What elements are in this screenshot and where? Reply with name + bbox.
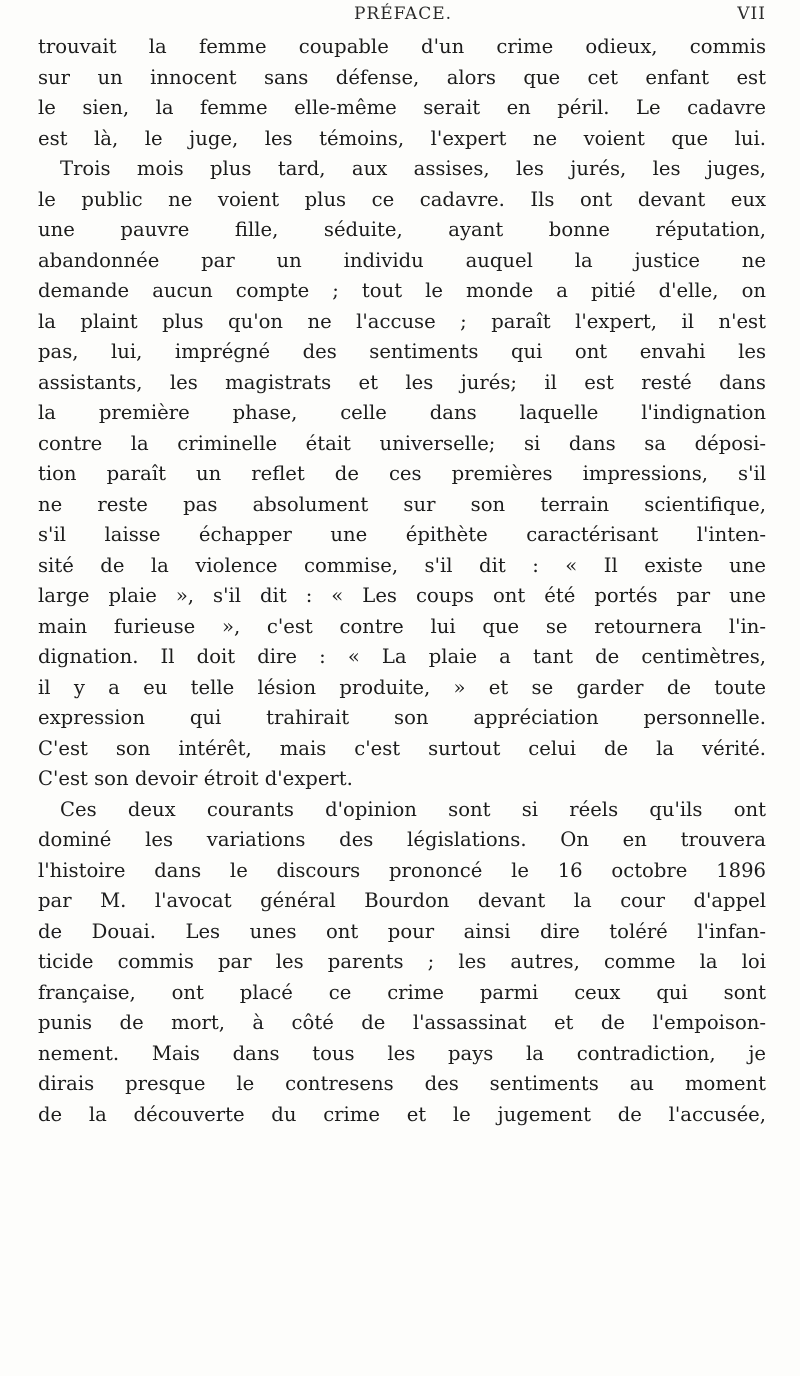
paragraph-1 [38,32,766,795]
text-line: large plaie », s'il dit : « Les coups ont été portés par une [38,584,766,607]
text-line: dignation. Il doit dire : « La plaie a tant de centimètres, [38,645,766,668]
text-line: dirais presque le contresens des sentiments au moment [38,1072,766,1095]
text-line: C'est son intérêt, mais c'est surtout celui de la vérité. [38,736,766,760]
text-line: est là, le juge, les témoins, l'expert ne voient que lui. [38,126,766,150]
text-line: C'est son devoir étroit d'expert. [38,767,353,790]
text-line: sur un innocent sans défense, alors que cet enfant est [38,65,766,89]
text-line: pas, lui, imprégné des sentiments qui ont envahi les [38,340,766,363]
text-line: sité de la violence commise, s'il dit : « Il existe une [38,553,766,577]
text-line: demande aucun compte ; tout le monde a pitié d'elle, on [38,279,766,302]
text-line: s'il laisse échapper une épithète caractérisant l'inten- [38,523,766,546]
text-line: il y a eu telle lésion produite, » et se garder de toute [38,675,766,699]
text-line: main furieuse », c'est contre lui que se retournera l'in- [38,614,766,638]
text-line: la plaint plus qu'on ne l'accuse ; paraît l'expert, il n'est [38,309,766,333]
text-line: expression qui trahirait son appréciation personnelle. [38,706,766,729]
text-line: Ces deux courants d'opinion sont si réels qu'ils ont [60,797,766,821]
text-line: la première phase, celle dans laquelle l'indignation [38,401,766,424]
text-line: de Douai. Les unes ont pour ainsi dire toléré l'infan- [38,919,766,943]
text-line: Trois mois plus tard, aux assises, les jurés, les juges, [60,157,766,180]
text-line: française, ont placé ce crime parmi ceux qui sont [38,980,766,1004]
paragraph-2 [38,795,766,1131]
text-line: trouvait la femme coupable d'un crime odieux, commis [38,35,766,58]
text-line: par M. l'avocat général Bourdon devant la cour d'appel [38,889,766,912]
text-line: dominé les variations des législations. On en trouvera [38,828,766,851]
running-title: PRÉFACE. [353,4,453,24]
body-text [38,32,766,1130]
text-line: le public ne voient plus ce cadavre. Ils ont devant eux [38,187,766,211]
text-line: le sien, la femme elle-même serait en péril. Le cadavre [38,96,766,119]
text-line: tion paraît un reflet de ces premières impressions, s'il [38,462,766,485]
page-number: VII [737,4,766,24]
text-line: ticide commis par les parents ; les autres, comme la loi [38,950,766,973]
text-line: nement. Mais dans tous les pays la contradiction, je [38,1041,766,1065]
page-header [40,4,766,32]
text-line: abandonnée par un individu auquel la justice ne [38,248,766,272]
text-line: une pauvre fille, séduite, ayant bonne réputation, [38,218,766,241]
text-line: de la découverte du crime et le jugement de l'accusée, [38,1102,766,1126]
text-line: contre la criminelle était universelle; si dans sa déposi- [38,431,766,455]
text-line: assistants, les magistrats et les jurés; il est resté dans [38,370,766,394]
text-line: punis de mort, à côté de l'assassinat et de l'empoison- [38,1011,766,1034]
text-line: l'histoire dans le discours prononcé le 16 octobre 1896 [38,858,766,882]
text-line: ne reste pas absolument sur son terrain scientifique, [38,492,766,516]
